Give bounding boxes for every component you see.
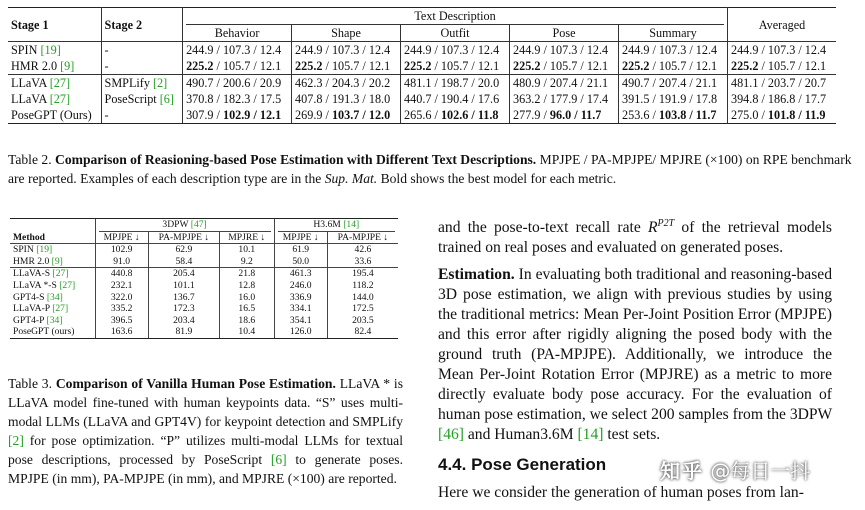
cell: 232.1 [95,280,148,292]
cell: 16.5 [220,303,275,315]
paragraph: and the pose-to-text recall rate $R^{P2T}$ of the retrieval models trained on real poses and evaluated on generated poses. [438,218,832,257]
row-label: LLaVA [27] [11,92,71,106]
cell: 10.1 [220,244,275,256]
cell: 363.2 / 177.9 / 17.4 [510,91,619,107]
cell: 246.0 [274,280,327,292]
paragraph-estimation: Estimation. In evaluating both traditional and reasoning-based 3D pose estimation, we align with previous studies by using the traditional metrics: Mean Per-Joint Position Error (MPJPE) and this error after rigidly aligning the posed body with the ground truth (PA-MPJPE). Additionally, we introduce the Mean Per-Joint Rotation Error (MPJRE) as a metric to more directly evaluate body pose accuracy. For the evaluation of human pose estimation, we select 200 samples from the 3DPW [46] and Human3.6M [14] test sets. [438,266,832,444]
cell: 91.0 [95,256,148,268]
cell: 244.9 / 107.3 / 12.4 [401,42,510,59]
cell: 334.1 [274,303,327,315]
cell: 275.0 / 101.8 / 11.9 [727,107,836,124]
header-pose: Pose [510,25,619,42]
header-method: Method [13,231,45,243]
cell: 307.9 / 102.9 / 12.1 [183,107,292,124]
table-row [10,268,398,280]
cell: 18.6 [220,315,275,327]
header-shape: Shape [292,25,401,42]
row-label: HMR 2.0 [9] [13,255,63,267]
cell: 126.0 [274,326,327,338]
cell: 118.2 [327,280,398,292]
paragraph: Here we consider the generation of human poses from lan- [438,484,804,502]
cell: 244.9 / 107.3 / 12.4 [183,42,292,59]
table-2 [8,7,836,124]
row-label: LLaVA *-S [27] [13,279,76,291]
cell: 394.8 / 186.8 / 17.7 [727,91,836,107]
cell: 62.9 [148,244,219,256]
caption-label: Table 2. [8,152,52,167]
caption-label: Table 3. [8,376,53,391]
caption-title: Comparison of Vanilla Human Pose Estimation. [55,376,336,391]
header-col: PA-MPJPE ↓ [327,232,398,244]
row-label: GPT4-S [34] [13,291,63,303]
cell: 144.0 [327,292,398,304]
caption-body: MPJPE / PA-MPJPE/ MPJRE (×100) on RPE benchmark are reported. Examples of each description type are in the [8,152,852,186]
header-stage2: Stage 2 [101,8,183,42]
table-row [8,91,836,107]
caption-title: Comparison of Reasioning-based Pose Estimation with Different Text Descriptions. [55,152,537,167]
cell: 102.9 [95,244,148,256]
cell: 391.5 / 191.9 / 17.8 [619,91,728,107]
table-row [10,256,398,268]
header-blank [10,219,95,232]
cell: 12.8 [220,280,275,292]
cell: 461.3 [274,268,327,280]
cell: 462.3 / 204.3 / 20.2 [292,75,401,92]
header-summary: Summary [619,25,728,42]
row-label: PoseGPT (Ours) [8,107,101,124]
cell: 244.9 / 107.3 / 12.4 [510,42,619,59]
row-label: PoseGPT (ours) [10,326,95,338]
cell: 322.0 [95,292,148,304]
cell: 225.2 / 105.7 / 12.1 [727,58,836,75]
cell: 136.7 [148,292,219,304]
cell: 9.2 [220,256,275,268]
cell: 81.9 [148,326,219,338]
cell: 480.9 / 207.4 / 21.1 [510,75,619,92]
cell: 336.9 [274,292,327,304]
header-col: MPJRE ↓ [220,232,275,244]
section-heading: 4.4. Pose Generation [438,455,607,475]
cell: 253.6 / 103.8 / 11.7 [619,107,728,124]
header-col: PA-MPJPE ↓ [148,232,219,244]
cell: 244.9 / 107.3 / 12.4 [292,42,401,59]
cell: 225.2 / 105.7 / 12.1 [183,58,292,75]
cell: 269.9 / 103.7 / 12.0 [292,107,401,124]
table-row [10,280,398,292]
cell: 244.9 / 107.3 / 12.4 [727,42,836,59]
row-label: SPIN [19] [8,42,101,59]
caption-body: Bold shows the best model for each metric. [377,171,617,186]
table-row [10,303,398,315]
cell: 490.7 / 207.4 / 21.1 [619,75,728,92]
cell: 61.9 [274,244,327,256]
caption-italic: Sup. Mat. [324,171,378,186]
table-row [8,75,836,92]
header-behavior: Behavior [183,25,292,42]
row-stage2: - [101,42,183,59]
row-label: LLaVA-S [27] [10,268,95,280]
cell: 370.8 / 182.3 / 17.5 [183,91,292,107]
table-3 [10,218,398,339]
header-outfit: Outfit [401,25,510,42]
row-label: LLaVA [27] [8,75,101,92]
cell: 225.2 / 105.7 / 12.1 [401,58,510,75]
cell: 481.1 / 198.7 / 20.0 [401,75,510,92]
row-label: GPT4-P [34] [13,314,63,326]
cell: 205.4 [148,268,219,280]
row-label: SPIN [19] [10,244,95,256]
cell: 58.4 [148,256,219,268]
cell: 354.1 [274,315,327,327]
table-row [10,326,398,338]
cell: 244.9 / 107.3 / 12.4 [619,42,728,59]
cell: 42.6 [327,244,398,256]
row-stage2: - [101,58,183,75]
cell: 396.5 [95,315,148,327]
table-row [10,315,398,327]
cell: 203.4 [148,315,219,327]
cell: 172.3 [148,303,219,315]
header-averaged: Averaged [727,8,836,42]
cell: 21.8 [220,268,275,280]
table-2-caption [8,150,858,188]
header-col: MPJPE ↓ [95,232,148,244]
header-col: MPJPE ↓ [274,232,327,244]
row-stage2: PoseScript [6] [101,91,183,107]
cell: 203.5 [327,315,398,327]
cell: 82.4 [327,326,398,338]
row-label: HMR 2.0 [9] [11,59,75,73]
row-label: LLaVA-P [27] [13,303,69,315]
cell: 172.5 [327,303,398,315]
cell: 225.2 / 105.7 / 12.1 [510,58,619,75]
table-row [8,58,836,75]
cell: 10.4 [220,326,275,338]
header-stage1: Stage 1 [11,17,49,32]
table-row [10,292,398,304]
cell: 277.9 / 96.0 / 11.7 [510,107,619,124]
row-stage2: - [101,107,183,124]
cell: 33.6 [327,256,398,268]
cell: 440.7 / 190.4 / 17.6 [401,91,510,107]
header-h36m: H3.6M [14] [274,219,398,232]
header-text-description: Text Description [183,8,728,26]
cell: 481.1 / 203.7 / 20.7 [727,75,836,92]
cell: 407.8 / 191.3 / 18.0 [292,91,401,107]
cell: 335.2 [95,303,148,315]
cell: 265.6 / 102.6 / 11.8 [401,107,510,124]
table-row [10,244,398,256]
cell: 101.1 [148,280,219,292]
cell: 16.0 [220,292,275,304]
cell: 225.2 / 105.7 / 12.1 [619,58,728,75]
table-3-body [10,244,398,339]
cell: 440.8 [95,268,148,280]
row-stage2: SMPLify [2] [101,75,183,92]
cell: 490.7 / 200.6 / 20.9 [183,75,292,92]
table-row [8,107,836,124]
cell: 163.6 [95,326,148,338]
cell: 195.4 [327,268,398,280]
cell: 50.0 [274,256,327,268]
cell: 225.2 / 105.7 / 12.1 [292,58,401,75]
table-3-caption: Table 3. Comparison of Vanilla Human Pose Estimation. LLaVA * is LLaVA model fine-tuned with human keypoints data. “S” uses multi-modal LLMs (LLaVA and GPT4V) for keypoint detection and SMPLify [2] for pose optimization. “P” utilizes multi-modal LLMs for textual pose descriptions, processed by PoseScript [6] to generate poses. MPJPE (in mm), PA-MPJPE (in mm), and MPJRE (×100) are reported. [8,376,403,486]
header-3dpw: 3DPW [47] [95,219,274,232]
watermark: 知乎 @每日一抖 [660,459,811,483]
table-row [8,42,836,59]
